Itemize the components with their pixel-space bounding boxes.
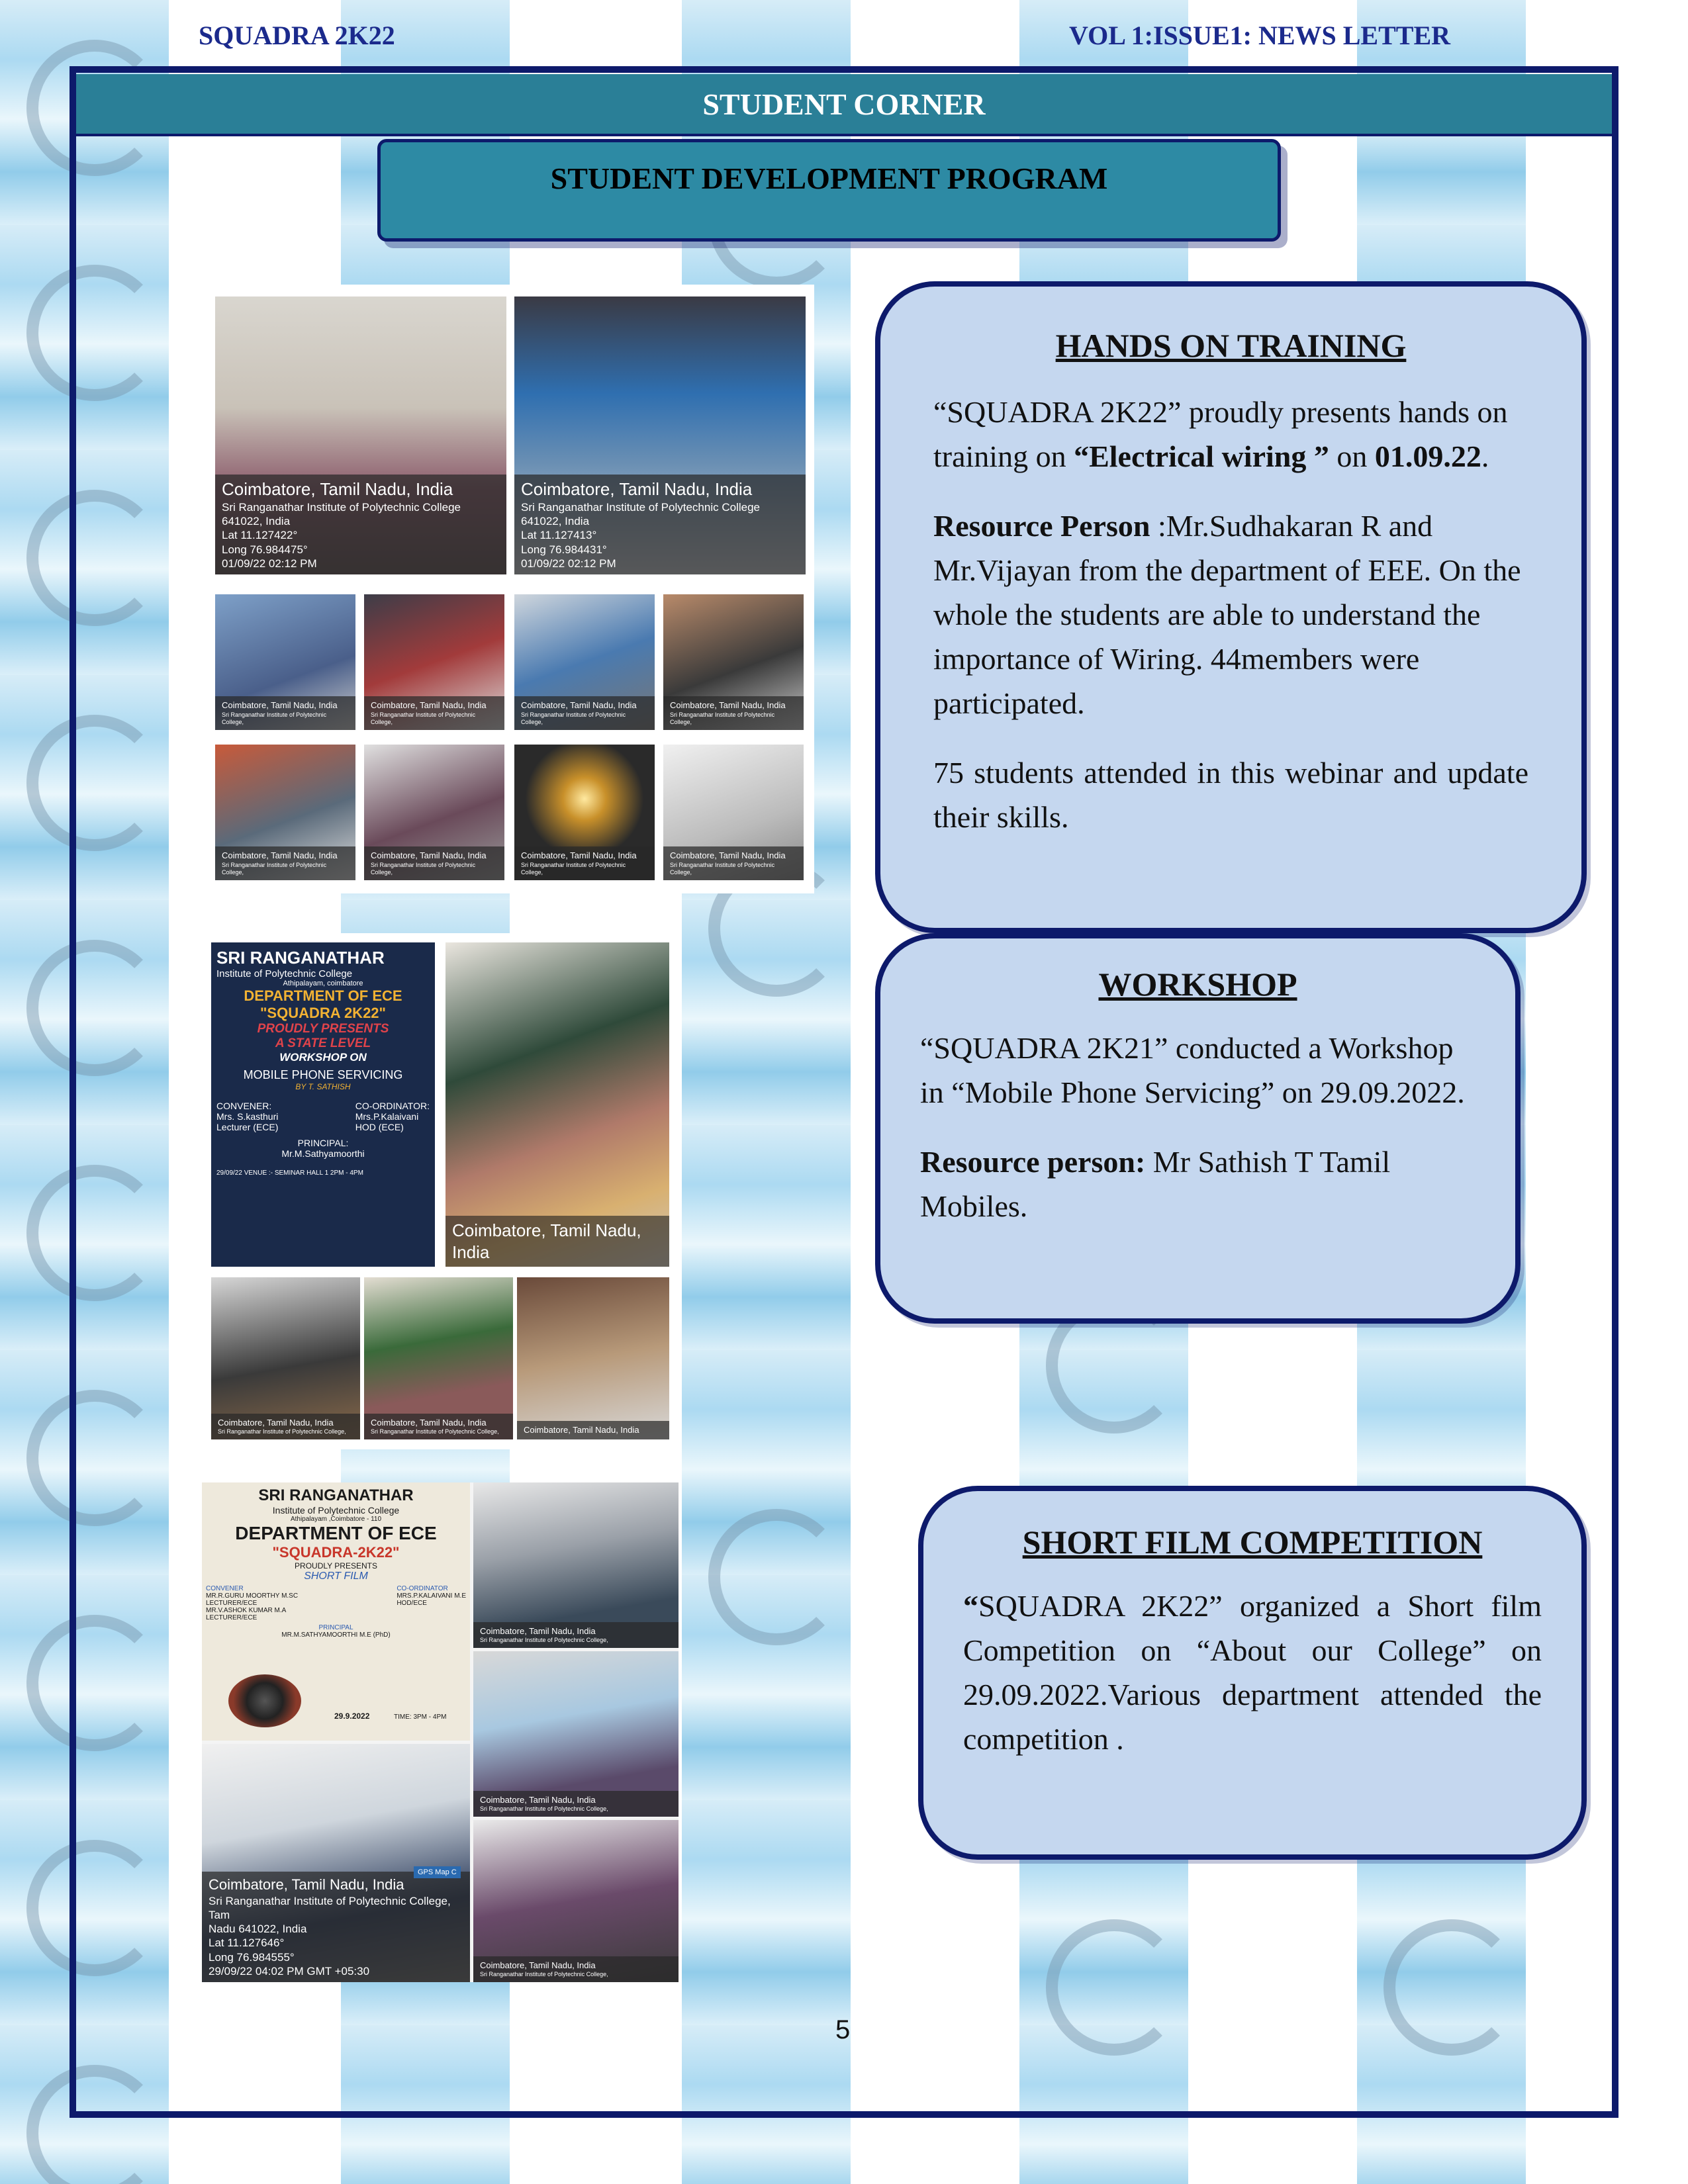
hands-on-intro: “SQUADRA 2K22” proudly presents hands on training on “Electrical wiring ” on 01.09.22.	[933, 395, 1508, 473]
workshop-photo: Coimbatore, Tamil Nadu, India Sri Ranganathar Institute of Polytechnic College,	[364, 1277, 513, 1439]
workshop-photo: Coimbatore, Tamil Nadu, India Sri Ranganathar Institute of Polytechnic College,	[211, 1277, 360, 1439]
training-photo: Coimbatore, Tamil Nadu, India Sri Ranganathar Institute of Polytechnic College,	[514, 745, 655, 880]
geo-caption: Coimbatore, Tamil Nadu, India Sri Ranganathar Institute of Polytechnic College 641022, India Lat 11.127413° Long 76.984431° 01/09/22 02:12 PM	[514, 475, 806, 574]
workshop-resource: Resource person: Mr Sathish T Tamil Mobiles.	[920, 1145, 1391, 1223]
hands-on-title: HANDS ON TRAINING	[1055, 327, 1407, 364]
geo-caption: Coimbatore, Tamil Nadu, India Sri Ranganathar Institute of Polytechnic College 641022, India Lat 11.127422° Long 76.984475° 01/09/22 02:12 PM	[215, 475, 506, 574]
short-film-box	[918, 1486, 1587, 1860]
gps-map-badge: GPS Map C	[414, 1866, 461, 1878]
workshop-photo: Coimbatore, Tamil Nadu, India	[445, 942, 669, 1267]
header-right: VOL 1:ISSUE1: NEWS LETTER	[1069, 21, 1451, 50]
hands-on-training-box	[875, 281, 1587, 933]
page-number: 5	[835, 2015, 851, 2044]
training-photo: Coimbatore, Tamil Nadu, India Sri Ranganathar Institute of Polytechnic College,	[364, 745, 504, 880]
short-film-photo: Coimbatore, Tamil Nadu, India Sri Ranganathar Institute of Polytechnic College,	[473, 1482, 679, 1648]
short-film-collage	[202, 1482, 679, 1982]
training-photo	[514, 296, 806, 574]
hands-on-collage	[202, 285, 814, 893]
training-photo: Coimbatore, Tamil Nadu, India Sri Ranganathar Institute of Polytechnic College,	[215, 594, 355, 730]
workshop-title: WORKSHOP	[1098, 966, 1297, 1003]
section-title: STUDENT CORNER	[76, 74, 1612, 136]
training-photo: Coimbatore, Tamil Nadu, India Sri Ranganathar Institute of Polytechnic College,	[215, 745, 355, 880]
training-photo: Coimbatore, Tamil Nadu, India Sri Ranganathar Institute of Polytechnic College,	[663, 745, 804, 880]
short-film-photo: Coimbatore, Tamil Nadu, India Sri Ranganathar Institute of Polytechnic College,	[473, 1820, 679, 1982]
short-film-photo: Coimbatore, Tamil Nadu, India Sri Ranganathar Institute of Polytechnic College,	[473, 1651, 679, 1817]
short-film-poster: SRI RANGANATHAR Institute of Polytechnic College Athipalayam ,Coimbatore - 110 DEPARTMENT OF ECE "SQUADRA-2K22" PROUDLY PRESENTS SHORT FILM CONVENER MR.R.GURU MOORTHY M.SC LECTURER/ECE MR.V.ASHOK KUMAR M.A LECTURER/ECE CO-ORDINATOR MRS.P.KALAIVANI M.E HOD/ECE PRINCIPAL MR.M.SATHYAMOORTHI M.E (PhD) 29.9.2022 TIME: 3PM - 4PM	[202, 1482, 470, 1741]
training-photo: Coimbatore, Tamil Nadu, India Sri Ranganathar Institute of Polytechnic College,	[663, 594, 804, 730]
hands-on-resource: Resource Person :Mr.Sudhakaran R and Mr.Vijayan from the department of EEE. On the whole the students are able to understand the importance of Wiring. 44members were participated.	[933, 509, 1521, 720]
workshop-poster: SRI RANGANATHAR Institute of Polytechnic College Athipalayam, coimbatore DEPARTMENT OF ECE "SQUADRA 2K22" PROUDLY PRESENTS A STATE LEVEL WORKSHOP ON MOBILE PHONE SERVICING BY T. SATHISH CONVENER: Mrs. S.kasthuri Lecturer (ECE) CO-ORDINATOR: Mrs.P.Kalaivani HOD (ECE) PRINCIPAL: Mr.M.Sathyamoorthi 29/09/22 VENUE :- SEMINAR HALL 1 2PM - 4PM	[211, 942, 435, 1267]
workshop-collage	[202, 933, 679, 1449]
workshop-photo: Coimbatore, Tamil Nadu, India	[517, 1277, 669, 1439]
short-film-title: SHORT FILM COMPETITION	[1022, 1524, 1483, 1561]
workshop-description: “SQUADRA 2K21” conducted a Workshop in “Mobile Phone Servicing” on 29.09.2022.	[920, 1031, 1465, 1109]
training-photo: Coimbatore, Tamil Nadu, India Sri Ranganathar Institute of Polytechnic College,	[514, 594, 655, 730]
short-film-description: “SQUADRA 2K22” organized a Short film Competition on “About our College” on 29.09.2022.Various department attended the competition .	[963, 1589, 1542, 1756]
header-left: SQUADRA 2K22	[199, 21, 395, 50]
hands-on-attendance: 75 students attended in this webinar and update their skills.	[933, 756, 1528, 834]
training-photo	[215, 296, 506, 574]
training-photo: Coimbatore, Tamil Nadu, India Sri Ranganathar Institute of Polytechnic College,	[364, 594, 504, 730]
workshop-box	[875, 933, 1521, 1324]
subsection-title: STUDENT DEVELOPMENT PROGRAM	[377, 139, 1281, 242]
film-reel-icon	[228, 1674, 301, 1727]
short-film-photo: Coimbatore, Tamil Nadu, India Sri Ranganathar Institute of Polytechnic College, Tam Nadu 641022, India Lat 11.127646° Long 76.984555° 29/09/22 04:02 PM GMT +05:30	[202, 1744, 470, 1982]
